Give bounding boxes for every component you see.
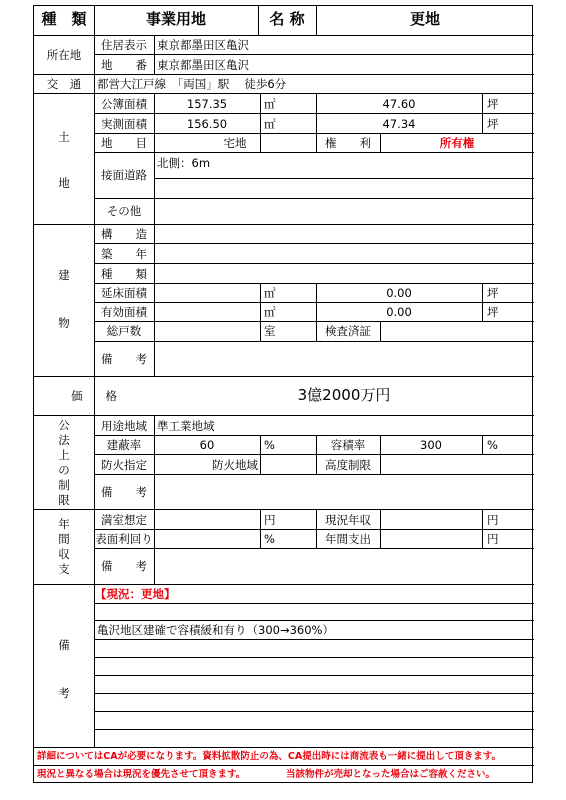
- zoning-value: 準工業地域: [157, 419, 215, 433]
- building-kind-label: 種 類: [101, 267, 147, 281]
- name-label: 名 称: [269, 10, 305, 28]
- name-value: 更地: [409, 10, 440, 28]
- full-occupancy-label: 満室想定: [101, 513, 147, 527]
- footer-note-1: 詳細についてはCAが必要になります。資料拡散防止の為、CA提出時には商流表も一緒に提出して頂きます。: [37, 751, 501, 762]
- category-label: 地 目: [101, 136, 147, 150]
- transport-value: 都営大江戸線 「両国」駅 徒歩6分: [97, 77, 287, 91]
- built-year-label: 築 年: [101, 247, 147, 261]
- notes-side-label-top: 備: [58, 638, 70, 652]
- lot-value: 東京都墨田区亀沢: [157, 58, 249, 72]
- other-label: その他: [106, 204, 142, 218]
- coverage-label: 建蔽率: [106, 438, 142, 452]
- address-value: 東京都墨田区亀沢: [157, 38, 249, 52]
- floor-area-label: 延床面積: [101, 286, 147, 300]
- income-side-label: 年間収支: [58, 517, 70, 576]
- type-value: 事業用地: [145, 10, 206, 28]
- registry-area-m2: 157.35: [186, 97, 228, 111]
- income-remarks-label: 備 考: [101, 559, 147, 573]
- price-value: 3億2000万円: [297, 386, 391, 404]
- building-remarks-label: 備 考: [101, 352, 147, 366]
- effective-area-label: 有効面積: [101, 305, 147, 319]
- address-label: 住居表示: [101, 38, 147, 52]
- unit-tsubo: 坪: [487, 117, 499, 131]
- height-limit-label: 高度制限: [325, 458, 371, 472]
- gross-yield-label: 表面利回り: [95, 532, 153, 546]
- building-side-label-bottom: 物: [58, 316, 70, 330]
- status-note: 【現況：更地】: [95, 587, 176, 601]
- current-income-label: 現況年収: [325, 513, 371, 527]
- far-label: 容積率: [330, 438, 366, 452]
- rights-label: 権 利: [325, 136, 371, 150]
- road-value: 北側：6m: [157, 156, 211, 170]
- transport-label: 交 通: [46, 77, 82, 91]
- rights-value: 所有権: [439, 136, 475, 150]
- footer-note-2a: 現況と異なる場合は現況を優先させて頂きます。: [37, 769, 246, 780]
- floor-area-tsubo: 0.00: [386, 286, 412, 300]
- survey-area-tsubo: 47.34: [382, 117, 416, 131]
- far-value: 300: [420, 438, 442, 452]
- road-label: 接面道路: [101, 168, 147, 182]
- registry-area-label: 公簿面積: [101, 97, 147, 111]
- type-label: 種 類: [41, 10, 87, 28]
- coverage-value: 60: [199, 438, 215, 452]
- structure-label: 構 造: [101, 227, 147, 241]
- category-value: 宅地: [223, 136, 247, 150]
- zoning-label: 用途地域: [101, 419, 147, 433]
- units-unit: 室: [264, 324, 276, 338]
- effective-area-tsubo: 0.00: [386, 305, 412, 319]
- unit-m2: ㎡: [264, 117, 276, 131]
- survey-area-m2: 156.50: [186, 117, 228, 131]
- fire-zone-label: 防火指定: [101, 458, 147, 472]
- location-label: 所在地: [46, 48, 82, 62]
- building-side-label-top: 建: [58, 268, 70, 282]
- far-relaxation-note: 亀沢地区建確で容積緩和有り（300→360%）: [97, 623, 334, 637]
- unit-m2: ㎡: [264, 97, 276, 111]
- fire-zone-value: 防火地域: [212, 458, 258, 472]
- far-percent: %: [487, 438, 498, 452]
- lot-label: 地 番: [101, 58, 147, 72]
- legal-side-label: 公法上の制限: [58, 418, 70, 507]
- unit-tsubo: 坪: [487, 97, 499, 111]
- land-side-label-top: 土: [58, 130, 70, 144]
- unit-tsubo: 坪: [487, 286, 499, 300]
- unit-m2: ㎡: [264, 286, 276, 300]
- gross-yield-percent: %: [264, 532, 275, 546]
- inspection-label: 検査済証: [325, 324, 371, 338]
- annual-expense-label: 年間支出: [325, 532, 371, 546]
- current-income-yen: 円: [487, 513, 499, 527]
- unit-tsubo: 坪: [487, 305, 499, 319]
- full-occupancy-yen: 円: [264, 513, 276, 527]
- units-label: 総戸数: [106, 324, 142, 338]
- coverage-percent: %: [264, 438, 275, 452]
- registry-area-tsubo: 47.60: [382, 97, 416, 111]
- price-label: 価 格: [71, 389, 117, 403]
- legal-remarks-label: 備 考: [101, 485, 147, 499]
- survey-area-label: 実測面積: [101, 117, 147, 131]
- unit-m2: ㎡: [264, 305, 276, 319]
- notes-side-label-bottom: 考: [58, 686, 70, 700]
- footer-note-2b: 当該物件が売却となった場合はご容赦ください。: [286, 769, 496, 780]
- property-sheet: [33, 5, 533, 783]
- annual-expense-yen: 円: [487, 532, 499, 546]
- land-side-label-bottom: 地: [58, 176, 70, 190]
